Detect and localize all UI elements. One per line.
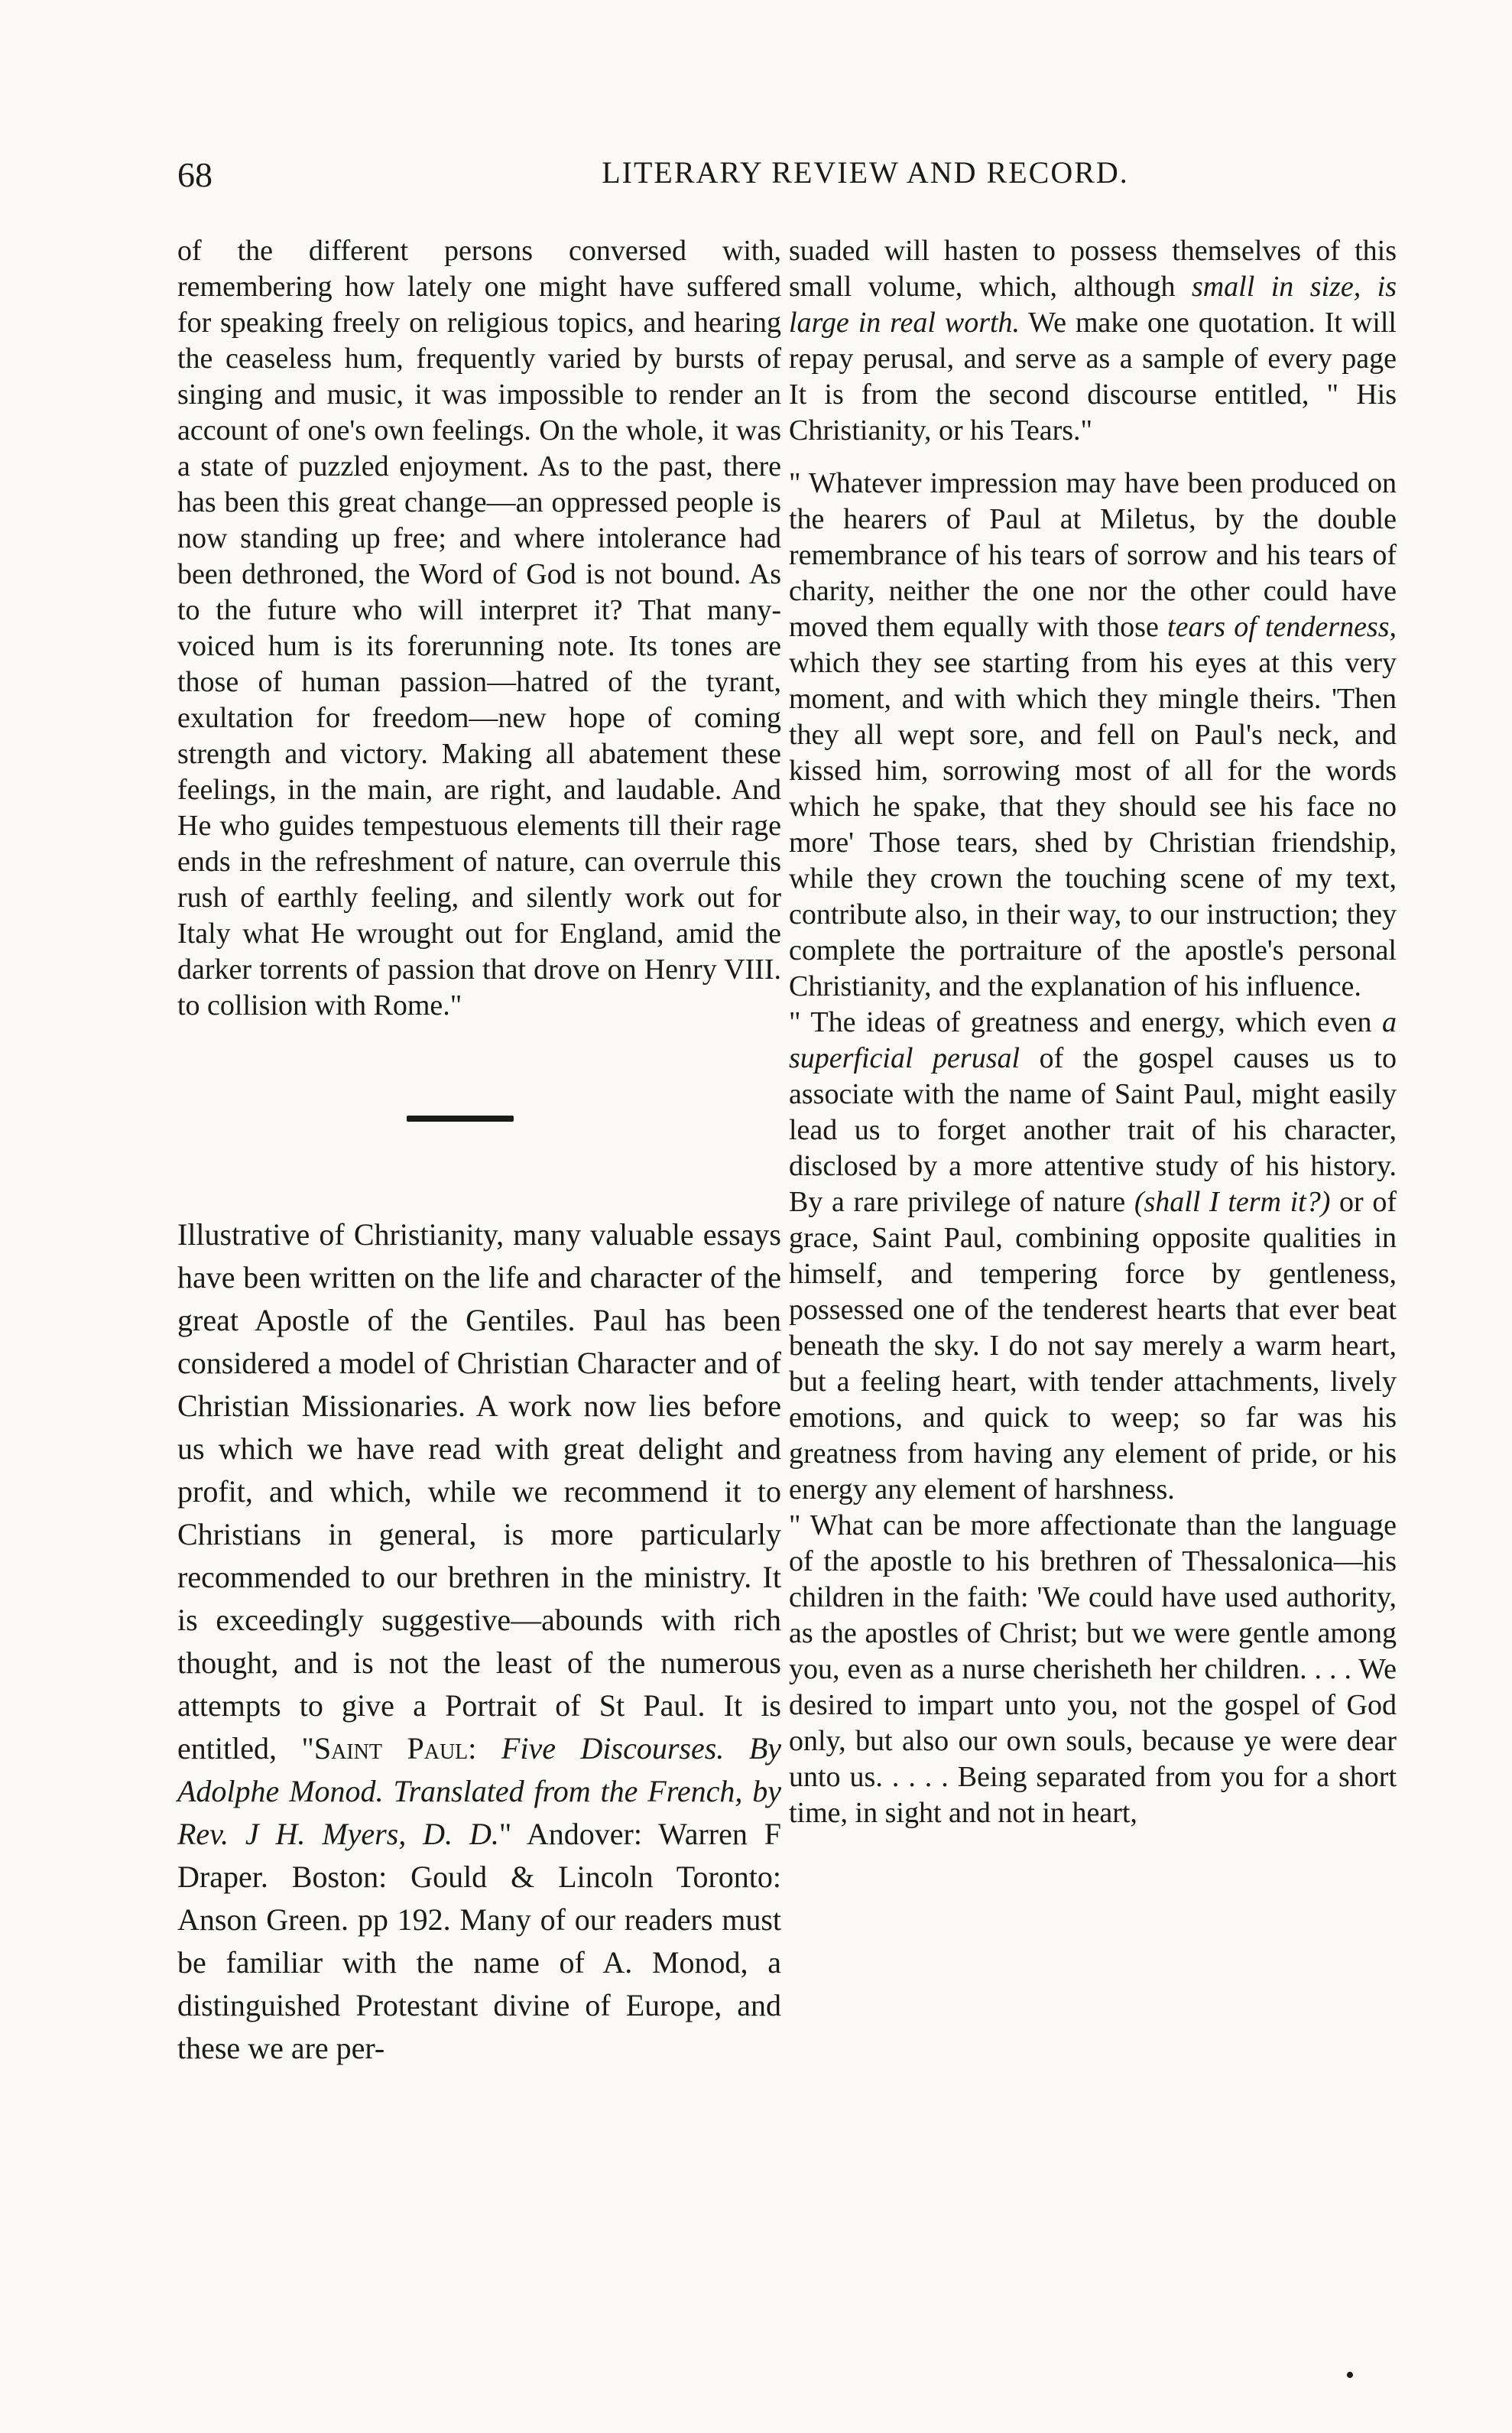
page-end-mark: • xyxy=(1345,2361,1355,2389)
right-column xyxy=(789,233,1397,1831)
page-header xyxy=(177,154,1385,208)
quote1-text-b: which they see starting from his eyes at this very moment, and with which they mingle theirs. 'Then they all wept sore, and fell on Paul's neck, and kissed him, sorrowing most of all for the words which he spake, that they should see his face no more' Those tears, shed by Christian friendship, while they crown the touching scene of my text, contribute also, in their way, to our instruction; they complete the portraiture of the apostle's personal Christianity, and the explanation of his influence. xyxy=(789,647,1397,1002)
quote2-text-b: of the gospel causes us to associate with the name of Saint Paul, might easily lead us to forget another trait of his character, disclosed by a more attentive study of his history. By a rare privilege of nature xyxy=(789,1042,1397,1218)
quote2-text-c: or of grace, Saint Paul, combining opposite qualities in himself, and tempering force by gentleness, possessed one of the tenderest hearts that ever beat beneath the sky. I do not say merely a warm heart, but a feeling heart, with tender attachments, lively emotions, and quick to weep; so far was his greatness from having any element of pride, or his energy any element of harshness. xyxy=(789,1186,1397,1506)
continuation-text-a: suaded will hasten to possess themselves of this small volume, which, although xyxy=(789,235,1397,303)
review-text-b: " Andover: Warren F Draper. Boston: Gould & Lincoln Toronto: Anson Green. pp 192. Many of our readers must be familiar with the name of A. Monod, a distinguished Protestant divine of Europe, and these we are per- xyxy=(177,1817,781,2065)
book-title-smallcaps: Saint Paul xyxy=(313,1731,469,1765)
quote-paragraph-1 xyxy=(789,466,1397,1005)
continuation-paragraph xyxy=(789,233,1397,449)
review-text-a: Illustrative of Christianity, many valuable essays have been written on the life and character of the great Apostle of the Gentiles. Paul has been considered a model of Christian Character and of Christian Missionaries. A work now lies before us which we have read with great delight and profit, and which, while we recommend it to Christians in general, is more particularly recommended to our brethren in the ministry. It is exceedingly suggestive—abounds with rich thought, and is not the least of the numerous attempts to give a Portrait of St Paul. It is entitled, " xyxy=(177,1217,781,1765)
quote1-text-a: " Whatever impression may have been produced on the hearers of Paul at Miletus, by the double remembrance of his tears of sorrow and his tears of charity, neither the one nor the other could have moved them equally with those xyxy=(789,467,1397,643)
book-title-italic: Five Discourses. By Adolphe Monod. Translated from the French, by Rev. J H. Myers, D. D. xyxy=(177,1731,781,1851)
quote2-italic-1: a superficial perusal xyxy=(789,1006,1397,1074)
quote1-italic: tears of tenderness, xyxy=(1167,611,1397,643)
page-number: 68 xyxy=(177,155,213,194)
left-column xyxy=(177,233,781,2070)
closing-paragraph: of the different persons conversed with, remembering how lately one might have suffered for speaking freely on religious topics, and hearing the ceaseless hum, frequently varied by bursts of singing and music, it was impossible to render an account of one's own feelings. On the whole, it was a state of puzzled enjoyment. As to the past, there has been this great change—an oppressed people is now standing up free; and where intolerance had been dethroned, the Word of God is not bound. As to the future who will interpret it? That many-voiced hum is its forerunning note. Its tones are those of human passion—hatred of the tyrant, exultation for freedom—new hope of coming strength and victory. Making all abatement these feelings, in the main, are right, and laudable. And He who guides tempestuous elements till their rage ends in the refreshment of nature, can overrule this rush of earthly feeling, and silently work out for Italy what He wrought out for England, amid the darker torrents of passion that drove on Henry VIII. to collision with Rome." xyxy=(177,235,781,1022)
continuation-italic: small in size, is large in real worth. xyxy=(789,271,1397,339)
title-colon: : xyxy=(468,1731,501,1765)
continuation-text-b: We make one quotation. It will repay perusal, and serve as a sample of every page It is from the second discourse entitled, " His Christianity, or his Tears." xyxy=(789,307,1397,447)
quote-paragraph-2 xyxy=(789,1005,1397,1508)
running-title: LITERARY REVIEW AND RECORD. xyxy=(602,155,1129,190)
quote2-italic-2: (shall I term it?) xyxy=(1134,1186,1331,1218)
review-paragraph xyxy=(177,1213,781,2070)
quote2-text-a: " The ideas of greatness and energy, which even xyxy=(789,1006,1382,1038)
quote-paragraph-3: " What can be more affectionate than the language of the apostle to his brethren of Thessalonica—his children in the faith: 'We could have used authority, as the apostles of Christ; but we were gentle among you, even as a nurse cherisheth her children. . . . We desired to impart unto you, not the gospel of God only, but also our own souls, because ye were dear unto us. . . . . Being separated from you for a short time, in sight and not in heart, xyxy=(789,1509,1397,1829)
section-divider xyxy=(407,1116,514,1122)
